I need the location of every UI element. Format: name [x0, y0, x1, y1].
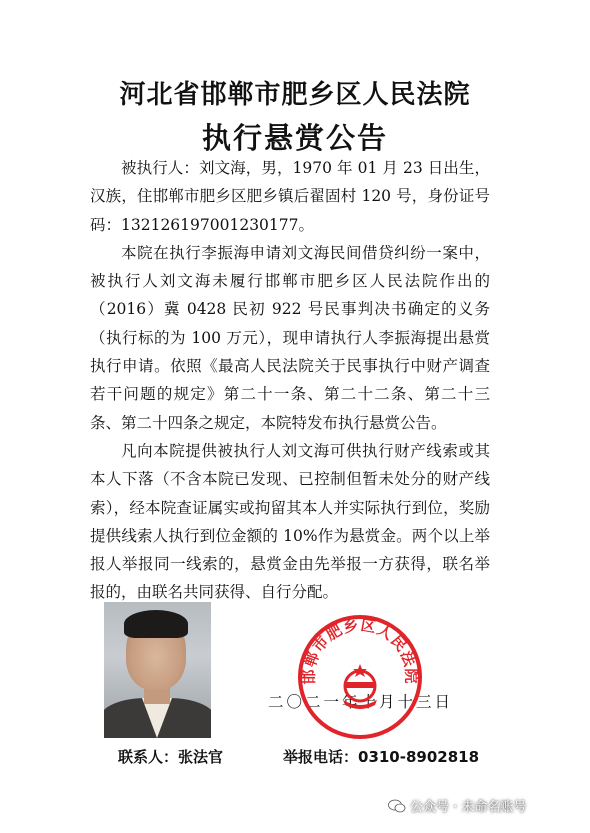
wechat-icon [388, 799, 406, 813]
watermark-text: 公众号 · 未命名账号 [410, 800, 527, 815]
notice-body [90, 154, 490, 607]
court-seal [295, 612, 425, 742]
svg-text:邯郸市肥乡区人民法院: 邯郸市肥乡区人民法院 [299, 615, 421, 685]
court-name: 河北省邯郸市肥乡区人民法院 [119, 80, 471, 110]
subject-photo [104, 602, 211, 738]
watermark [388, 796, 526, 815]
paragraph-case-details: 本院在执行李振海申请刘文海民间借贷纠纷一案中，被执行人刘文海未履行邯郸市肥乡区人民法院作出的（2016）冀 0428 民初 922 号民事判决书确定的义务（执行标的为 100 万元），现申请执行人李振海提出悬赏执行申请。依照《最高人民法院关于民事执行中财产调查若干问题的规定》第二十一条、第二十二条、第二十三条、第二十四条之规定，本院特发布执行悬赏公告。 [90, 243, 490, 432]
document-title: 执行悬赏公告 [201, 121, 388, 155]
paragraph-reward-terms: 凡向本院提供被执行人刘文海可供执行财产线索或其本人下落（不含本院已发现、已控制但暂未处分的财产线索），经本院查证属实或拘留其本人并实际执行到位，奖励提供线索人执行到位金额的 10%作为悬赏金。两个以上举报人举报同一线索的，悬赏金由先举报一方获得，联名举报的，由联名共同获得、自行分配。 [90, 441, 490, 602]
contact-person: 联系人：张法官 [118, 748, 224, 766]
paragraph-person-info: 被执行人：刘文海，男，1970 年 01 月 23 日出生，汉族，住邯郸市肥乡区肥乡镇后翟固村 120 号，身份证号码：132126197001230177。 [90, 159, 490, 234]
report-hotline: 举报电话：0310-8902818 [283, 748, 480, 766]
issue-date: 二〇二一年十月十三日 [268, 693, 454, 711]
